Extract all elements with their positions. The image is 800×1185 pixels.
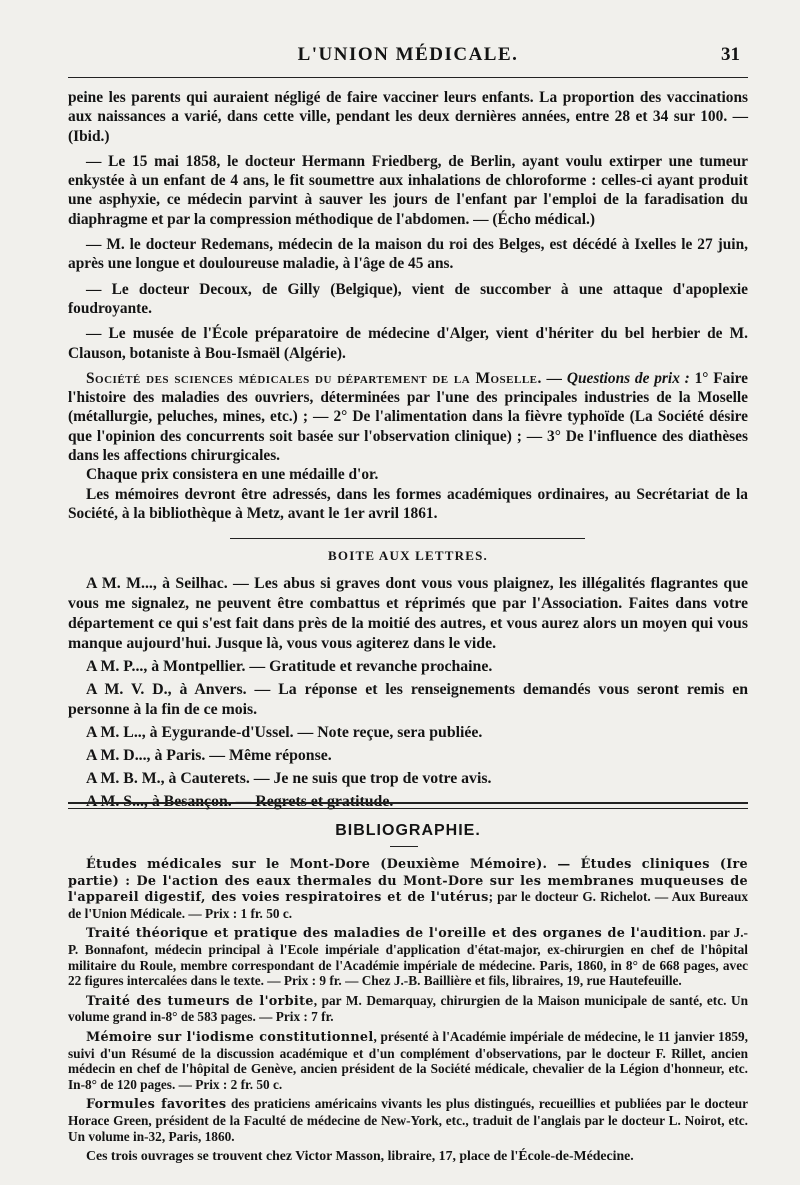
letter-item: A M. L.., à Eygurande-d'Ussel. — Note reçue, sera publiée. — [86, 724, 483, 741]
letters-section — [68, 574, 748, 815]
biblio-entry-title: Formules favorites — [86, 1097, 227, 1113]
societe-subheading: — Questions de prix : — [546, 369, 690, 387]
biblio-title: BIBLIOGRAPHIE. — [335, 822, 481, 839]
letter-item: A M. D..., à Paris. — Même réponse. — [86, 747, 332, 764]
page-header — [68, 44, 748, 74]
journal-title: L'UNION MÉDICALE. — [297, 44, 519, 65]
title-rule — [390, 846, 418, 847]
news-item: peine les parents qui auraient négligé de faire vacciner leurs enfants. La proportion des vaccinations aux naissances a varié, dans cette ville, pendant les deux dernières années, entre 28 et 34 sur 100. — (Ibid.) — [68, 89, 748, 145]
news-item: — Le musée de l'École préparatoire de médecine d'Alger, vient d'hériter du bel herbier de M. Clauson, botaniste à Bou-Ismaël (Algérie). — [68, 325, 748, 362]
societe-memoires: Les mémoires devront être adressés, dans les formes académiques ordinaires, au Secrétariat de la Société, à la bibliothèque à Metz, avant le 1er avril 1861. — [68, 485, 748, 522]
biblio-entry — [68, 1096, 748, 1144]
news-item: — Le 15 mai 1858, le docteur Hermann Friedberg, de Berlin, ayant voulu extirper une tumeur enkystée à un enfant de 4 ans, le fit soumettre aux inhalations de chloroforme : celles-ci ayant produit une asphyxie, ce médecin parvint à sauver les jours de l'enfant par l'emploi de la faradisation du diaphragme et par la compression méthodique de l'abdomen. — (Écho médical.) — [68, 152, 748, 228]
societe-heading: Société des sciences médicales du département de la Moselle. — [86, 369, 542, 387]
societe-text: 1° Faire l'histoire des maladies des ouvriers, déterminées par l'une des principales industries de la Moselle (métallurgie, peluches, mines, etc.) ; — 2° De l'alimentation dans la fièvre typhoïde (La Société désire que l'opinion des concurrents soit basée sur l'observation clinique) ; — 3° De l'influence des diathèses dans les affections chirurgicales. — [68, 369, 748, 465]
boite-title: BOITE AUX LETTRES. — [328, 548, 488, 563]
biblio-entry-title: Mémoire sur l'iodisme constitutionnel — [86, 1029, 374, 1045]
biblio-entry — [68, 1029, 748, 1092]
biblio-entry-details: , par M. Demarquay, chirurgien de la Maison municipale de santé, etc. Un volume grand in-8° de 583 pages. — Prix : 7 fr. — [68, 992, 749, 1025]
news-item: — Le docteur Decoux, de Gilly (Belgique), vient de succomber à une attaque d'apoplexie foudroyante. — [68, 280, 748, 317]
biblio-entry-details: ; par le docteur G. Richelot. — Aux Bureaux de l'Union Médicale. — Prix : 1 fr. 50 c. — [68, 889, 749, 921]
biblio-closing: Ces trois ouvrages se trouvent chez Victor Masson, libraire, 17, place de l'École-de-Médecine. — [86, 1148, 634, 1164]
societe-notice — [68, 369, 748, 465]
letter-item: A M. P..., à Montpellier. — Gratitude et revanche prochaine. — [86, 658, 493, 675]
news-section — [68, 88, 748, 529]
page-number: 31 — [721, 44, 740, 65]
biblio-entry-title: Traité des tumeurs de l'orbite — [86, 993, 314, 1009]
biblio-entry — [68, 925, 748, 988]
bibliography-section — [68, 856, 748, 1168]
header-rule — [68, 77, 748, 78]
biblio-entry-title: Études médicales sur le Mont-Dore (Deuxième Mémoire). — Études cliniques (Ire partie) : De l'action des eaux thermales du Mont-Dore sur les membranes muqueuses de l'appareil digestif, des voies respiratoires et de l'utérus — [68, 857, 748, 906]
letter-item: A M. M..., à Seilhac. — Les abus si graves dont vous vous plaignez, les illégalités flagrantes que vous me signalez, ne peuvent être combattus et réprimés que par l'Association. Faites dans votre département ce qui s'est fait dans près de la moitié des autres, et vous aurez alors un moyen qui vous manque aujourd'hui. Jusque là, vous vous agiterez dans le vide. — [68, 575, 748, 652]
news-item: — M. le docteur Redemans, médecin de la maison du roi des Belges, est décédé à Ixelles le 27 juin, après une longue et douloureuse maladie, à l'âge de 45 ans. — [68, 236, 748, 273]
letter-item: A M. B. M., à Cauterets. — Je ne suis que trop de votre avis. — [86, 770, 492, 787]
letter-item: A M. V. D., à Anvers. — La réponse et les renseignements demandés vous seront remis en personne à la fin de ce mois. — [68, 681, 748, 718]
biblio-entry-details: des praticiens américains vivants les plus distingués, recueillies et publiées par le docteur Horace Green, président de la Faculté de médecine de New-York, etc., traduit de l'anglais par le docteur L. Noirot, etc. Un volume in-32, Paris, 1860. — [68, 1096, 748, 1144]
letter-item: A M. S..., à Besançon. — Regrets et gratitude. — [86, 793, 394, 810]
biblio-entry — [68, 856, 748, 921]
biblio-entry-details: . par J.-P. Bonnafont, médecin principal à l'Ecole impériale d'application d'état-major, ex-chirurgien en chef de l'hôpital militaire du Roule, membre correspondant de l'Académie impériale de médecine. Paris, 1860, in 8° de 668 pages, avec 22 figures intercalées dans le texte. — Prix : 9 fr. — Chez J.-B. Baillière et fils, libraires, 19, rue Hautefeuille. — [68, 925, 748, 989]
biblio-entry-title: Traité théorique et pratique des maladies de l'oreille et des organes de l'audition — [86, 926, 703, 942]
biblio-entry — [68, 993, 748, 1025]
societe-prix: Chaque prix consistera en une médaille d'or. — [86, 466, 379, 484]
biblio-entry-details: , présenté à l'Académie impériale de médecine, le 11 janvier 1859, suivi d'un Résumé de la discussion académique et d'un complément d'observations, par le docteur F. Rillet, ancien médecin en chef de l'hôpital de Genève, ancien président de la Société médicale, chevalier de la Légion d'honneur, etc. In-8° de 120 pages. — Prix : 2 fr. 50 c. — [68, 1028, 748, 1092]
section-rule — [230, 538, 585, 539]
double-rule — [68, 802, 748, 809]
